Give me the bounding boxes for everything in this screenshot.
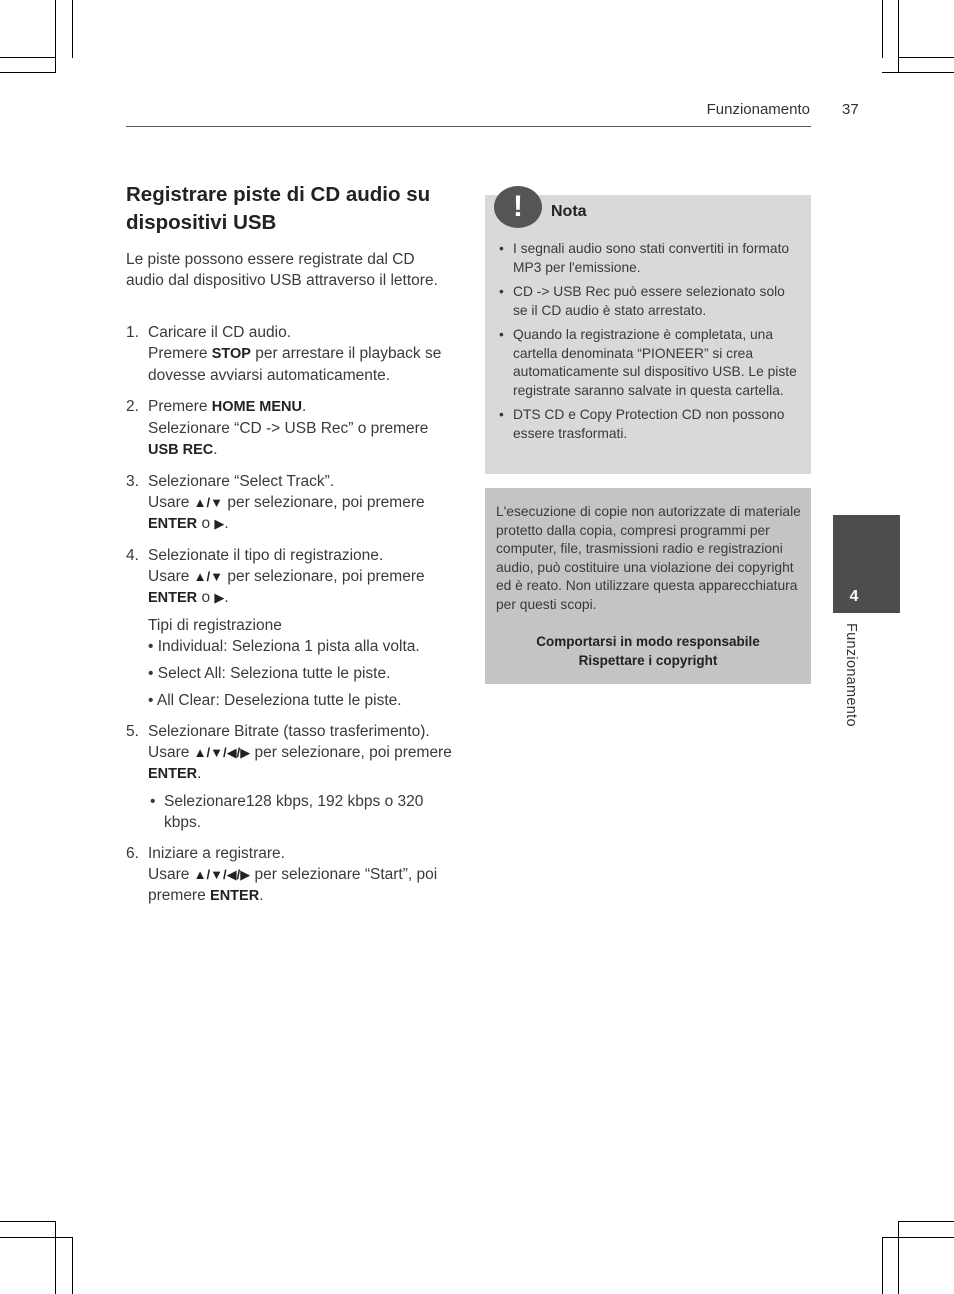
key-home-menu: HOME MENU — [211, 399, 302, 415]
step-text: Caricare il CD audio. — [148, 324, 291, 341]
chapter-number: 4 — [849, 588, 859, 605]
crop-mark — [55, 1221, 56, 1294]
copyright-slogan-line: Comportarsi in modo responsabile — [536, 634, 760, 649]
key-stop: STOP — [211, 346, 251, 362]
crop-mark — [55, 0, 56, 72]
key-enter: ENTER — [148, 766, 198, 782]
crop-mark — [898, 0, 899, 72]
recording-type-item: • All Clear: Deseleziona tutte le piste. — [148, 692, 402, 709]
crop-mark — [882, 1237, 883, 1294]
arrow-keys-icon: ▲/▼/◀/▶ — [193, 745, 251, 760]
step-1 — [126, 322, 461, 386]
note-item: • Quando la registrazione è completata, una cartella denominata “PIONEER” si crea automaticamente sul dispositivo USB. Le piste registrate saranno salvate in questa cartella. — [499, 327, 797, 398]
bitrate-bullet: • Selezionare128 kbps, 192 kbps o 320 kbps. — [150, 793, 424, 831]
running-header-section: Funzionamento — [706, 101, 810, 118]
page-title: Registrare piste di CD audio su dispositivi USB — [126, 183, 431, 234]
key-usb-rec: USB REC — [148, 442, 214, 458]
note-title: Nota — [551, 203, 587, 220]
step-text: Usare ▲/▼/◀/▶ per selezionare “Start”, poi premere ENTER. — [148, 866, 438, 904]
step-4 — [126, 545, 461, 711]
crop-mark — [0, 72, 56, 73]
step-number: 3. — [126, 473, 139, 490]
recording-types-label: Tipi di registrazione — [148, 617, 282, 634]
header-rule — [126, 126, 811, 127]
key-enter: ENTER — [210, 888, 260, 904]
step-5 — [126, 721, 461, 833]
exclamation-icon: ! — [494, 186, 542, 228]
step-number: 2. — [126, 398, 139, 415]
step-number: 4. — [126, 547, 139, 564]
crop-mark — [882, 0, 883, 58]
arrow-keys-icon: ▲/▼ — [193, 569, 224, 584]
crop-mark — [0, 1221, 56, 1222]
copyright-slogan-line: Rispettare i copyright — [578, 652, 718, 668]
note-item: • CD -> USB Rec può essere selezionato solo se il CD audio è stato arrestato. — [499, 284, 785, 318]
step-text: Premere HOME MENU. — [148, 398, 307, 415]
step-3 — [126, 471, 461, 535]
key-enter: ENTER — [148, 590, 198, 606]
step-text: Usare ▲/▼ per selezionare, poi premere ENTER o ▶. — [148, 494, 425, 532]
crop-mark — [72, 1237, 73, 1294]
copyright-slogan — [490, 633, 806, 670]
step-text: Selezionare Bitrate (tasso trasferimento). — [148, 723, 430, 740]
page-number: 37 — [842, 101, 859, 118]
copyright-text: L'esecuzione di copie non autorizzate di materiale protetto dalla copia, compresi programmi per computer, file, trasmissioni radio e registrazioni audio, può costituire una violazione dei copyright ed è reato. Non utilizzare questa apparecchiatura per questi scopi. — [496, 504, 801, 612]
note-item: • DTS CD e Copy Protection CD non possono essere trasformati. — [499, 407, 785, 441]
step-text: Selezionate il tipo di registrazione. — [148, 547, 384, 564]
crop-mark — [0, 57, 56, 58]
chapter-label: Funzionamento — [843, 623, 859, 727]
note-item: • I segnali audio sono stati convertiti in formato MP3 per l'emissione. — [499, 241, 790, 275]
recording-type-item: • Individual: Seleziona 1 pista alla volta. — [148, 638, 420, 655]
crop-mark — [72, 0, 73, 58]
intro-paragraph: Le piste possono essere registrate dal CD audio dal dispositivo USB attraverso il lettore. — [126, 251, 438, 289]
step-text: Selezionare “CD -> USB Rec” o premere USB REC. — [148, 420, 429, 458]
step-text: Usare ▲/▼/◀/▶ per selezionare, poi premere ENTER. — [148, 744, 452, 782]
arrow-right-icon: ▶ — [214, 590, 225, 605]
step-text: Premere STOP per arrestare il playback se dovesse avviarsi automaticamente. — [148, 345, 442, 384]
crop-mark — [0, 1237, 72, 1238]
step-6 — [126, 843, 461, 907]
step-number: 6. — [126, 845, 139, 862]
step-number: 5. — [126, 723, 139, 740]
crop-mark — [882, 72, 954, 73]
note-list — [497, 240, 801, 449]
step-2 — [126, 396, 461, 461]
recording-type-item: • Select All: Seleziona tutte le piste. — [148, 665, 391, 682]
steps-list — [126, 322, 461, 917]
step-text: Usare ▲/▼ per selezionare, poi premere ENTER o ▶. — [148, 568, 425, 606]
crop-mark — [898, 1221, 899, 1294]
step-text: Selezionare “Select Track”. — [148, 473, 335, 490]
step-text: Iniziare a registrare. — [148, 845, 285, 862]
key-enter: ENTER — [148, 516, 198, 532]
crop-mark — [882, 1237, 954, 1238]
step-number: 1. — [126, 324, 139, 341]
arrow-right-icon: ▶ — [214, 516, 225, 531]
arrow-keys-icon: ▲/▼ — [193, 495, 224, 510]
crop-mark — [898, 57, 954, 58]
arrow-keys-icon: ▲/▼/◀/▶ — [193, 867, 251, 882]
crop-mark — [898, 1221, 954, 1222]
